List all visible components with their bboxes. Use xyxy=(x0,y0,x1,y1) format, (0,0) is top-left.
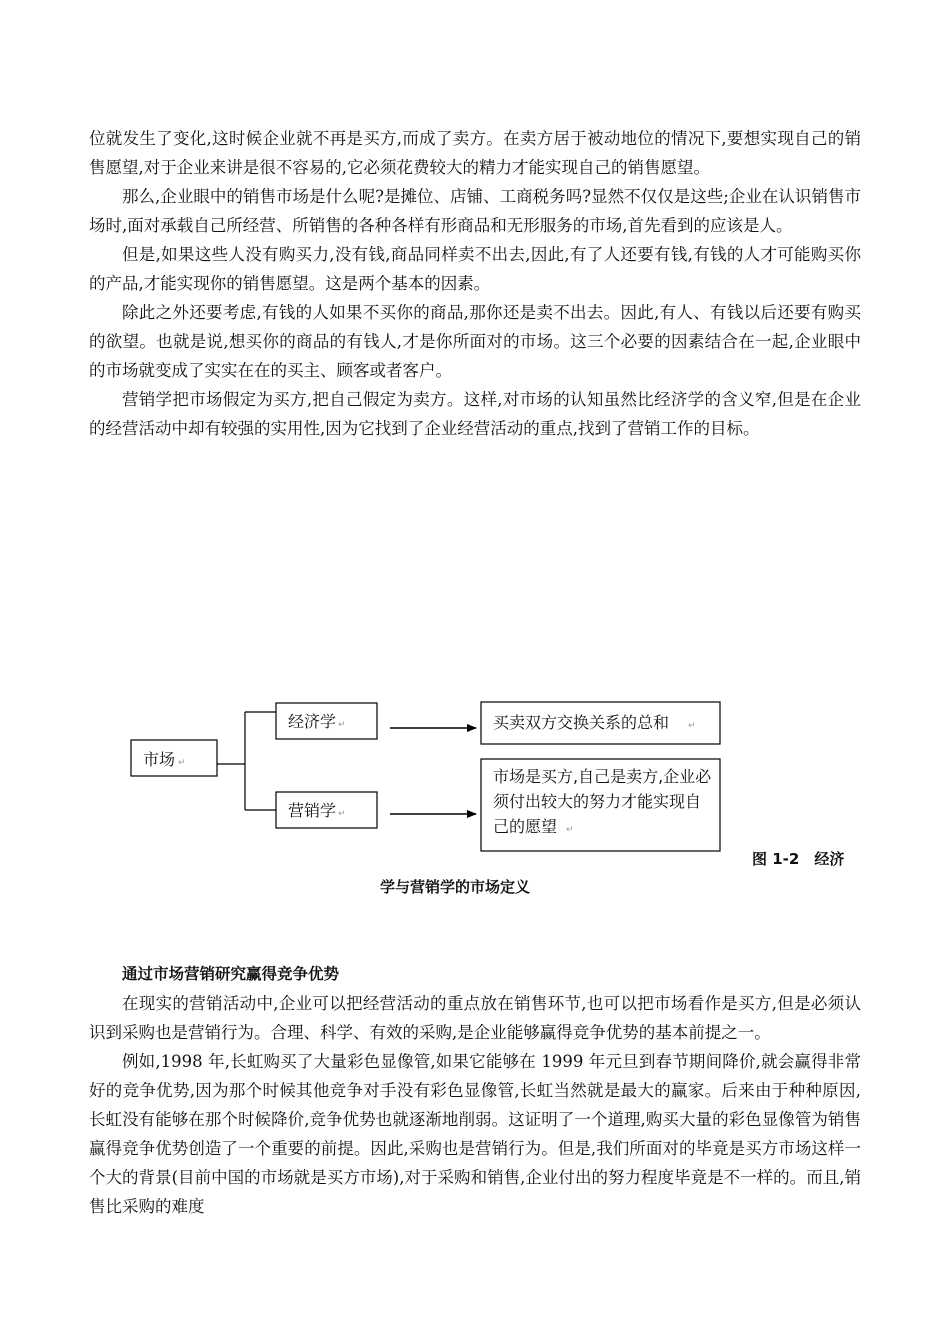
marketing-definition-line: 市场是买方,自己是卖方,企业必 xyxy=(493,767,712,786)
economics-label: 经济学 xyxy=(288,712,337,731)
market-label: 市场 xyxy=(143,750,176,769)
paragraph: 例如,1998 年,长虹购买了大量彩色显像管,如果它能够在 1999 年元旦到春节期间降价,就会赢得非常好的竞争优势,因为那个时候其他竞争对手没有彩色显像管,长虹当然就是最大的赢家。后来由于种种原因,长虹没有能够在那个时候降价,竞争优势也就逐渐地削弱。这证明了一个道理,购买大量的彩色显像管为销售赢得竞争优势创造了一个重要的前提。因此,采购也是营销行为。但是,我们所面对的毕竟是买方市场这样一个大的背景(目前中国的市场就是买方市场),对于采购和销售,企业付出的努力程度毕竟是不一样的。而且,销售比采购的难度 xyxy=(89,1052,861,1216)
text-block-bottom xyxy=(89,960,861,1221)
paragraph: 除此之外还要考虑,有钱的人如果不买你的商品,那你还是卖不出去。因此,有人、有钱以后还要有购买的欲望。也就是说,想买你的商品的有钱人,才是你所面对的市场。这三个必要的因素结合在一起,企业眼中的市场就变成了实实在在的买主、顾客或者客户。 xyxy=(89,303,861,380)
return-mark: ↵ xyxy=(178,758,186,768)
marketing-definition-line: 须付出较大的努力才能实现自 xyxy=(493,792,702,811)
return-mark: ↵ xyxy=(688,721,696,731)
paragraph: 在现实的营销活动中,企业可以把经营活动的重点放在销售环节,也可以把市场看作是买方,但是必须认识到采购也是营销行为。合理、科学、有效的采购,是企业能够赢得竞争优势的基本前提之一。 xyxy=(89,994,861,1042)
figure-caption-part2: 学与营销学的市场定义 xyxy=(380,878,531,896)
paragraph: 营销学把市场假定为买方,把自己假定为卖方。这样,对市场的认知虽然比经济学的含义窄,但是在企业的经营活动中却有较强的实用性,因为它找到了企业经营活动的重点,找到了营销工作的目标。 xyxy=(89,390,861,438)
return-mark: ↵ xyxy=(338,809,346,819)
economics-definition: 买卖双方交换关系的总和 xyxy=(493,713,670,732)
paragraph: 那么,企业眼中的销售市场是什么呢?是摊位、店铺、工商税务吗?显然不仅仅是这些;企业在认识销售市场时,面对承载自己所经营、所销售的各种各样有形商品和无形服务的市场,首先看到的应该是人。 xyxy=(89,187,861,235)
paragraph: 但是,如果这些人没有购买力,没有钱,商品同样卖不出去,因此,有了人还要有钱,有钱的人才可能购买你的产品,才能实现你的销售愿望。这是两个基本的因素。 xyxy=(89,245,861,293)
marketing-label: 营销学 xyxy=(288,801,337,820)
section-heading: 通过市场营销研究赢得竞争优势 xyxy=(122,965,340,983)
figure-caption-part1: 图 1-2 经济 xyxy=(752,850,845,868)
return-mark: ↵ xyxy=(338,720,346,730)
marketing-definition-line: 己的愿望 xyxy=(493,817,558,836)
return-mark: ↵ xyxy=(566,825,574,835)
paragraph: 位就发生了变化,这时候企业就不再是买方,而成了卖方。在卖方居于被动地位的情况下,要想实现自己的销售愿望,对于企业来讲是很不容易的,它必须花费较大的精力才能实现自己的销售愿望。 xyxy=(89,129,861,177)
